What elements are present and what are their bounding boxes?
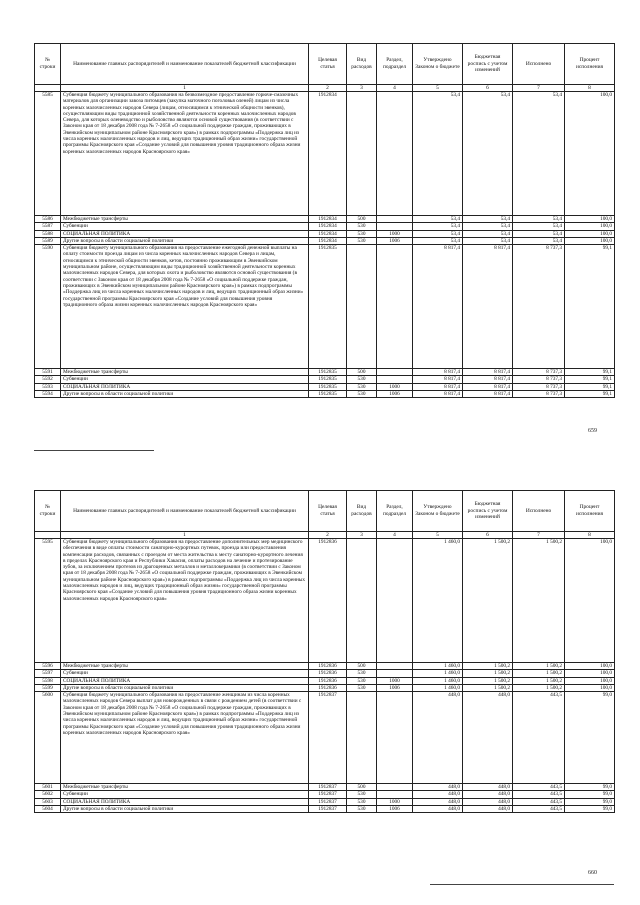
header-target-article: Целевая статья [309, 491, 347, 532]
expense-type: 530 [347, 806, 377, 813]
row-name: Межбюджетные трансферты [61, 663, 309, 670]
target-article: 1912836 [309, 677, 347, 684]
execution-percent: 99,0 [565, 692, 615, 784]
approved-amount: 53,4 [413, 92, 463, 216]
column-index-row [35, 85, 615, 92]
target-article: 1912835 [309, 391, 347, 398]
executed-amount: 53,4 [513, 223, 565, 230]
roster-amount: 448,0 [463, 692, 513, 784]
section-code [377, 670, 413, 677]
roster-amount: 8 817,4 [463, 245, 513, 369]
approved-amount: 53,4 [413, 230, 463, 237]
row-name: Субвенция бюджету муниципального образования на предоставление дополнительных мер медицинского обеспечения в виде оплаты стоимости санаторно-курортных путевок, проезда или предоставления компенсации расходов, связанных с проездом от места жительства к месту санаторно-курортного лечения в пределах Красноярского края и Республики Хакасия, оплаты расходов на лечение и протезирование зубов, за исключением протезов из драгоценных металлов и металлокерамики (в соответствии с Законом края от 18 декабря 2008 года № 7-2658 «О социальной поддержке граждан, проживающих в Эвенкийском муниципальном районе Красноярского края») в рамках подпрограммы «Поддержка лиц из числа коренных малочисленных народов и лиц, ведущих традиционный образ жизни» государственной программы Красноярского края «Создание условий для повышения уровня традиционного образа жизни коренных малочисленных народов Красноярского края» [61, 539, 309, 663]
expense-type: 530 [347, 791, 377, 798]
table-row [35, 383, 615, 390]
approved-amount: 448,0 [413, 692, 463, 784]
table-row [35, 216, 615, 223]
roster-amount: 448,0 [463, 798, 513, 805]
expense-type: 500 [347, 216, 377, 223]
column-index: 4 [377, 85, 413, 92]
approved-amount: 53,4 [413, 237, 463, 244]
row-name: СОЦИАЛЬНАЯ ПОЛИТИКА [61, 798, 309, 805]
roster-amount: 1 500,2 [463, 663, 513, 670]
target-article: 1912835 [309, 376, 347, 383]
execution-percent: 100,0 [565, 223, 615, 230]
execution-percent: 99,1 [565, 383, 615, 390]
target-article: 1912837 [309, 784, 347, 791]
header-target-article: Целевая статья [309, 44, 347, 85]
header-name: Наименование главных распорядителей и наименование показателей бюджетной классификации [61, 44, 309, 85]
header-roster: Бюджетная роспись с учетом изменений [463, 44, 513, 85]
header-percent: Процент исполнения [565, 491, 615, 532]
approved-amount: 53,4 [413, 223, 463, 230]
column-index: 2 [309, 85, 347, 92]
target-article: 1912834 [309, 230, 347, 237]
header-row-number: № строки [35, 491, 61, 532]
section-code [377, 791, 413, 798]
expense-type [347, 245, 377, 369]
roster-amount: 448,0 [463, 806, 513, 813]
roster-amount: 53,4 [463, 216, 513, 223]
target-article: 1912837 [309, 692, 347, 784]
roster-amount: 448,0 [463, 791, 513, 798]
budget-table-1 [34, 43, 615, 398]
section-code [377, 663, 413, 670]
approved-amount: 8 817,4 [413, 391, 463, 398]
column-index: 1 [61, 532, 309, 539]
executed-amount: 8 737,3 [513, 391, 565, 398]
row-number: 5591 [35, 369, 61, 376]
executed-amount: 53,4 [513, 216, 565, 223]
section-code [377, 92, 413, 216]
target-article: 1912835 [309, 383, 347, 390]
execution-percent: 100,0 [565, 237, 615, 244]
section-code: 1000 [377, 677, 413, 684]
expense-type: 500 [347, 784, 377, 791]
row-number: 5601 [35, 784, 61, 791]
executed-amount: 1 500,2 [513, 663, 565, 670]
execution-percent: 99,0 [565, 798, 615, 805]
expense-type: 500 [347, 663, 377, 670]
execution-percent: 100,0 [565, 677, 615, 684]
row-name: Другие вопросы в области социальной политики [61, 237, 309, 244]
section-code: 1006 [377, 391, 413, 398]
row-name: Другие вопросы в области социальной политики [61, 806, 309, 813]
expense-type: 530 [347, 670, 377, 677]
roster-amount: 53,4 [463, 230, 513, 237]
row-name: Субвенции [61, 670, 309, 677]
row-number: 5587 [35, 223, 61, 230]
roster-amount: 1 500,2 [463, 670, 513, 677]
approved-amount: 8 817,4 [413, 383, 463, 390]
section-code [377, 784, 413, 791]
roster-amount: 1 500,2 [463, 539, 513, 663]
table-row [35, 784, 615, 791]
section-code [377, 245, 413, 369]
execution-percent: 99,1 [565, 245, 615, 369]
page-divider [430, 884, 614, 885]
row-number: 5597 [35, 670, 61, 677]
header-section: Раздел, подраздел [377, 44, 413, 85]
approved-amount: 448,0 [413, 784, 463, 791]
target-article: 1912837 [309, 791, 347, 798]
row-number: 5592 [35, 376, 61, 383]
header-percent: Процент исполнения [565, 44, 615, 85]
header-expense-type: Вид расходов [347, 44, 377, 85]
execution-percent: 99,1 [565, 376, 615, 383]
table-row [35, 684, 615, 691]
row-number: 5604 [35, 806, 61, 813]
execution-percent: 100,0 [565, 230, 615, 237]
page-number: 659 [588, 428, 597, 434]
executed-amount: 443,5 [513, 806, 565, 813]
header-section: Раздел, подраздел [377, 491, 413, 532]
approved-amount: 8 817,4 [413, 245, 463, 369]
approved-amount: 1 460,0 [413, 539, 463, 663]
expense-type: 530 [347, 383, 377, 390]
expense-type: 530 [347, 684, 377, 691]
column-index: 1 [61, 85, 309, 92]
row-number: 5590 [35, 245, 61, 369]
target-article: 1912836 [309, 684, 347, 691]
execution-percent: 99,0 [565, 784, 615, 791]
row-name: Субвенции [61, 791, 309, 798]
executed-amount: 8 737,3 [513, 369, 565, 376]
roster-amount: 8 817,4 [463, 383, 513, 390]
execution-percent: 99,0 [565, 806, 615, 813]
roster-amount: 53,4 [463, 223, 513, 230]
column-index-row [35, 532, 615, 539]
row-name: Межбюджетные трансферты [61, 216, 309, 223]
header-approved: Утверждено Законом о бюджете [413, 44, 463, 85]
expense-type [347, 92, 377, 216]
column-index: 8 [565, 85, 615, 92]
row-number: 5594 [35, 391, 61, 398]
execution-percent: 100,0 [565, 684, 615, 691]
column-index: 7 [513, 532, 565, 539]
page-number: 660 [588, 870, 597, 876]
target-article: 1912836 [309, 670, 347, 677]
target-article: 1912834 [309, 223, 347, 230]
row-name: Другие вопросы в области социальной политики [61, 684, 309, 691]
row-name: Субвенции [61, 376, 309, 383]
row-number: 5588 [35, 230, 61, 237]
row-number: 5593 [35, 383, 61, 390]
row-number: 5603 [35, 798, 61, 805]
row-name: СОЦИАЛЬНАЯ ПОЛИТИКА [61, 230, 309, 237]
expense-type [347, 539, 377, 663]
column-index: 6 [463, 85, 513, 92]
roster-amount: 1 500,2 [463, 677, 513, 684]
approved-amount: 1 460,0 [413, 684, 463, 691]
roster-amount: 448,0 [463, 784, 513, 791]
column-index: 7 [513, 85, 565, 92]
executed-amount: 53,4 [513, 230, 565, 237]
target-article: 1912834 [309, 237, 347, 244]
expense-type: 530 [347, 391, 377, 398]
column-index: 8 [565, 532, 615, 539]
section-code [377, 376, 413, 383]
header-executed: Исполнено [513, 44, 565, 85]
expense-type: 530 [347, 230, 377, 237]
executed-amount: 1 500,2 [513, 539, 565, 663]
row-number: 5602 [35, 791, 61, 798]
approved-amount: 448,0 [413, 798, 463, 805]
section-code: 1006 [377, 237, 413, 244]
executed-amount: 8 737,3 [513, 245, 565, 369]
table-row [35, 223, 615, 230]
column-index: 3 [347, 532, 377, 539]
row-name: Межбюджетные трансферты [61, 369, 309, 376]
row-number: 5599 [35, 684, 61, 691]
row-name: Субвенции [61, 223, 309, 230]
row-number: 5598 [35, 677, 61, 684]
executed-amount: 53,4 [513, 92, 565, 216]
header-name: Наименование главных распорядителей и наименование показателей бюджетной классификации [61, 491, 309, 532]
execution-percent: 100,0 [565, 670, 615, 677]
column-index: 3 [347, 85, 377, 92]
approved-amount: 448,0 [413, 806, 463, 813]
row-name: СОЦИАЛЬНАЯ ПОЛИТИКА [61, 383, 309, 390]
expense-type: 530 [347, 237, 377, 244]
header-roster: Бюджетная роспись с учетом изменений [463, 491, 513, 532]
table-row [35, 245, 615, 369]
execution-percent: 100,0 [565, 92, 615, 216]
header-row-number: № строки [35, 44, 61, 85]
execution-percent: 99,1 [565, 391, 615, 398]
column-index: 4 [377, 532, 413, 539]
executed-amount: 443,5 [513, 692, 565, 784]
executed-amount: 1 500,2 [513, 684, 565, 691]
row-name: Субвенция бюджету муниципального образования на безвозмездное предоставление горюче-смазочных материалов для организации завоза питомцев (закупка маточного поголовья оленей) лицам из числа коренных малочисленных народов Севера (лицам, относящимся к этнической общности эвенков), осуществляющим виды традиционной хозяйственной деятельности коренных малочисленных народов Севера, для которых оленеводство и рыболовство являются основой существования (в соответствии с Законом края от 18 декабря 2008 года № 7-2658 «О социальной поддержке граждан, проживающих в Эвенкийском муниципальном районе Красноярского края») в рамках подпрограммы «Поддержка лиц из числа коренных малочисленных народов и лиц, ведущих традиционный образ жизни» государственной программы Красноярского края «Создание условий для повышения уровня традиционного образа жизни коренных малочисленных народов Красноярского края» [61, 92, 309, 216]
approved-amount: 1 460,0 [413, 677, 463, 684]
row-number: 5585 [35, 92, 61, 216]
table-row [35, 663, 615, 670]
table-row [35, 92, 615, 216]
expense-type: 500 [347, 369, 377, 376]
column-index: 6 [463, 532, 513, 539]
table-row [35, 230, 615, 237]
execution-percent: 99,0 [565, 791, 615, 798]
expense-type: 530 [347, 223, 377, 230]
table-row [35, 237, 615, 244]
row-number: 5589 [35, 237, 61, 244]
row-name: СОЦИАЛЬНАЯ ПОЛИТИКА [61, 677, 309, 684]
header-executed: Исполнено [513, 491, 565, 532]
execution-percent: 100,0 [565, 663, 615, 670]
section-code [377, 369, 413, 376]
section-code [377, 223, 413, 230]
roster-amount: 53,4 [463, 92, 513, 216]
page-divider [34, 450, 154, 451]
table-row [35, 369, 615, 376]
row-name: Другие вопросы в области социальной политики [61, 391, 309, 398]
target-article: 1912836 [309, 663, 347, 670]
header-expense-type: Вид расходов [347, 491, 377, 532]
executed-amount: 1 500,2 [513, 677, 565, 684]
budget-table-2 [34, 490, 615, 813]
roster-amount: 1 500,2 [463, 684, 513, 691]
approved-amount: 8 817,4 [413, 376, 463, 383]
expense-type: 530 [347, 677, 377, 684]
header-approved: Утверждено Законом о бюджете [413, 491, 463, 532]
column-index: 5 [413, 532, 463, 539]
row-number: 5595 [35, 539, 61, 663]
roster-amount: 8 817,4 [463, 376, 513, 383]
target-article: 1912835 [309, 369, 347, 376]
roster-amount: 8 817,4 [463, 391, 513, 398]
section-code: 1006 [377, 684, 413, 691]
row-number: 5596 [35, 663, 61, 670]
column-index: 5 [413, 85, 463, 92]
target-article: 1912835 [309, 245, 347, 369]
approved-amount: 448,0 [413, 791, 463, 798]
row-name: Субвенция бюджету муниципального образования на предоставление ежегодной денежной выплаты на оплату стоимости проезда лицам из числа коренных малочисленных народов Севера и лицам, относящимся к этнической общности эвенков, кетов, постоянно проживающим в Эвенкийском муниципальном районе, осуществляющим виды традиционной хозяйственной деятельности коренных малочисленных народов Севера, для которых охота и рыболовство являются основой существования (в соответствии с Законом края от 18 декабря 2008 года № 7-2658 «О социальной поддержке граждан, проживающих в Эвенкийском муниципальном районе Красноярского края») в рамках подпрограммы «Поддержка лиц из числа коренных малочисленных народов и лиц, ведущих традиционный образ жизни» государственной программы Красноярского края «Создание условий для повышения уровня традиционного образа жизни коренных малочисленных народов Красноярского края» [61, 245, 309, 369]
table-row [35, 791, 615, 798]
execution-percent: 100,0 [565, 539, 615, 663]
roster-amount: 8 817,4 [463, 369, 513, 376]
column-index: 2 [309, 532, 347, 539]
expense-type: 530 [347, 798, 377, 805]
table-row [35, 806, 615, 813]
executed-amount: 443,5 [513, 791, 565, 798]
target-article: 1912837 [309, 798, 347, 805]
approved-amount: 1 460,0 [413, 663, 463, 670]
table-row [35, 376, 615, 383]
target-article: 1912834 [309, 92, 347, 216]
approved-amount: 1 460,0 [413, 670, 463, 677]
execution-percent: 99,1 [565, 369, 615, 376]
roster-amount: 53,4 [463, 237, 513, 244]
section-code: 1000 [377, 383, 413, 390]
executed-amount: 53,4 [513, 237, 565, 244]
table-row [35, 391, 615, 398]
row-name: Межбюджетные трансферты [61, 784, 309, 791]
target-article: 1912837 [309, 806, 347, 813]
table-row [35, 539, 615, 663]
section-code [377, 216, 413, 223]
section-code [377, 539, 413, 663]
budget-table-page-659 [34, 43, 614, 398]
section-code: 1000 [377, 798, 413, 805]
table-row [35, 798, 615, 805]
approved-amount: 53,4 [413, 216, 463, 223]
target-article: 1912834 [309, 216, 347, 223]
table-row [35, 670, 615, 677]
executed-amount: 443,5 [513, 798, 565, 805]
target-article: 1912836 [309, 539, 347, 663]
executed-amount: 8 737,3 [513, 383, 565, 390]
row-number: 5586 [35, 216, 61, 223]
row-number: 5600 [35, 692, 61, 784]
section-code: 1006 [377, 806, 413, 813]
row-name: Субвенция бюджету муниципального образования на предоставление женщинам из числа коренных малочисленных народов Севера выплат для новорожденных в связи с рождением детей (в соответствии с Законом края от 18 декабря 2008 года № 7-2658 «О социальной поддержке граждан, проживающих в Эвенкийском муниципальном районе Красноярского края») в рамках подпрограммы «Поддержка лиц из числа коренных малочисленных народов и лиц, ведущих традиционный образ жизни» государственной программы Красноярского края «Создание условий для повышения уровня традиционного образа жизни коренных малочисленных народов Красноярского края» [61, 692, 309, 784]
table-row [35, 677, 615, 684]
approved-amount: 8 817,4 [413, 369, 463, 376]
executed-amount: 443,5 [513, 784, 565, 791]
expense-type [347, 692, 377, 784]
section-code [377, 692, 413, 784]
expense-type: 530 [347, 376, 377, 383]
table-row [35, 692, 615, 784]
budget-table-page-660 [34, 490, 614, 813]
execution-percent: 100,0 [565, 216, 615, 223]
executed-amount: 1 500,2 [513, 670, 565, 677]
section-code: 1000 [377, 230, 413, 237]
executed-amount: 8 737,3 [513, 376, 565, 383]
